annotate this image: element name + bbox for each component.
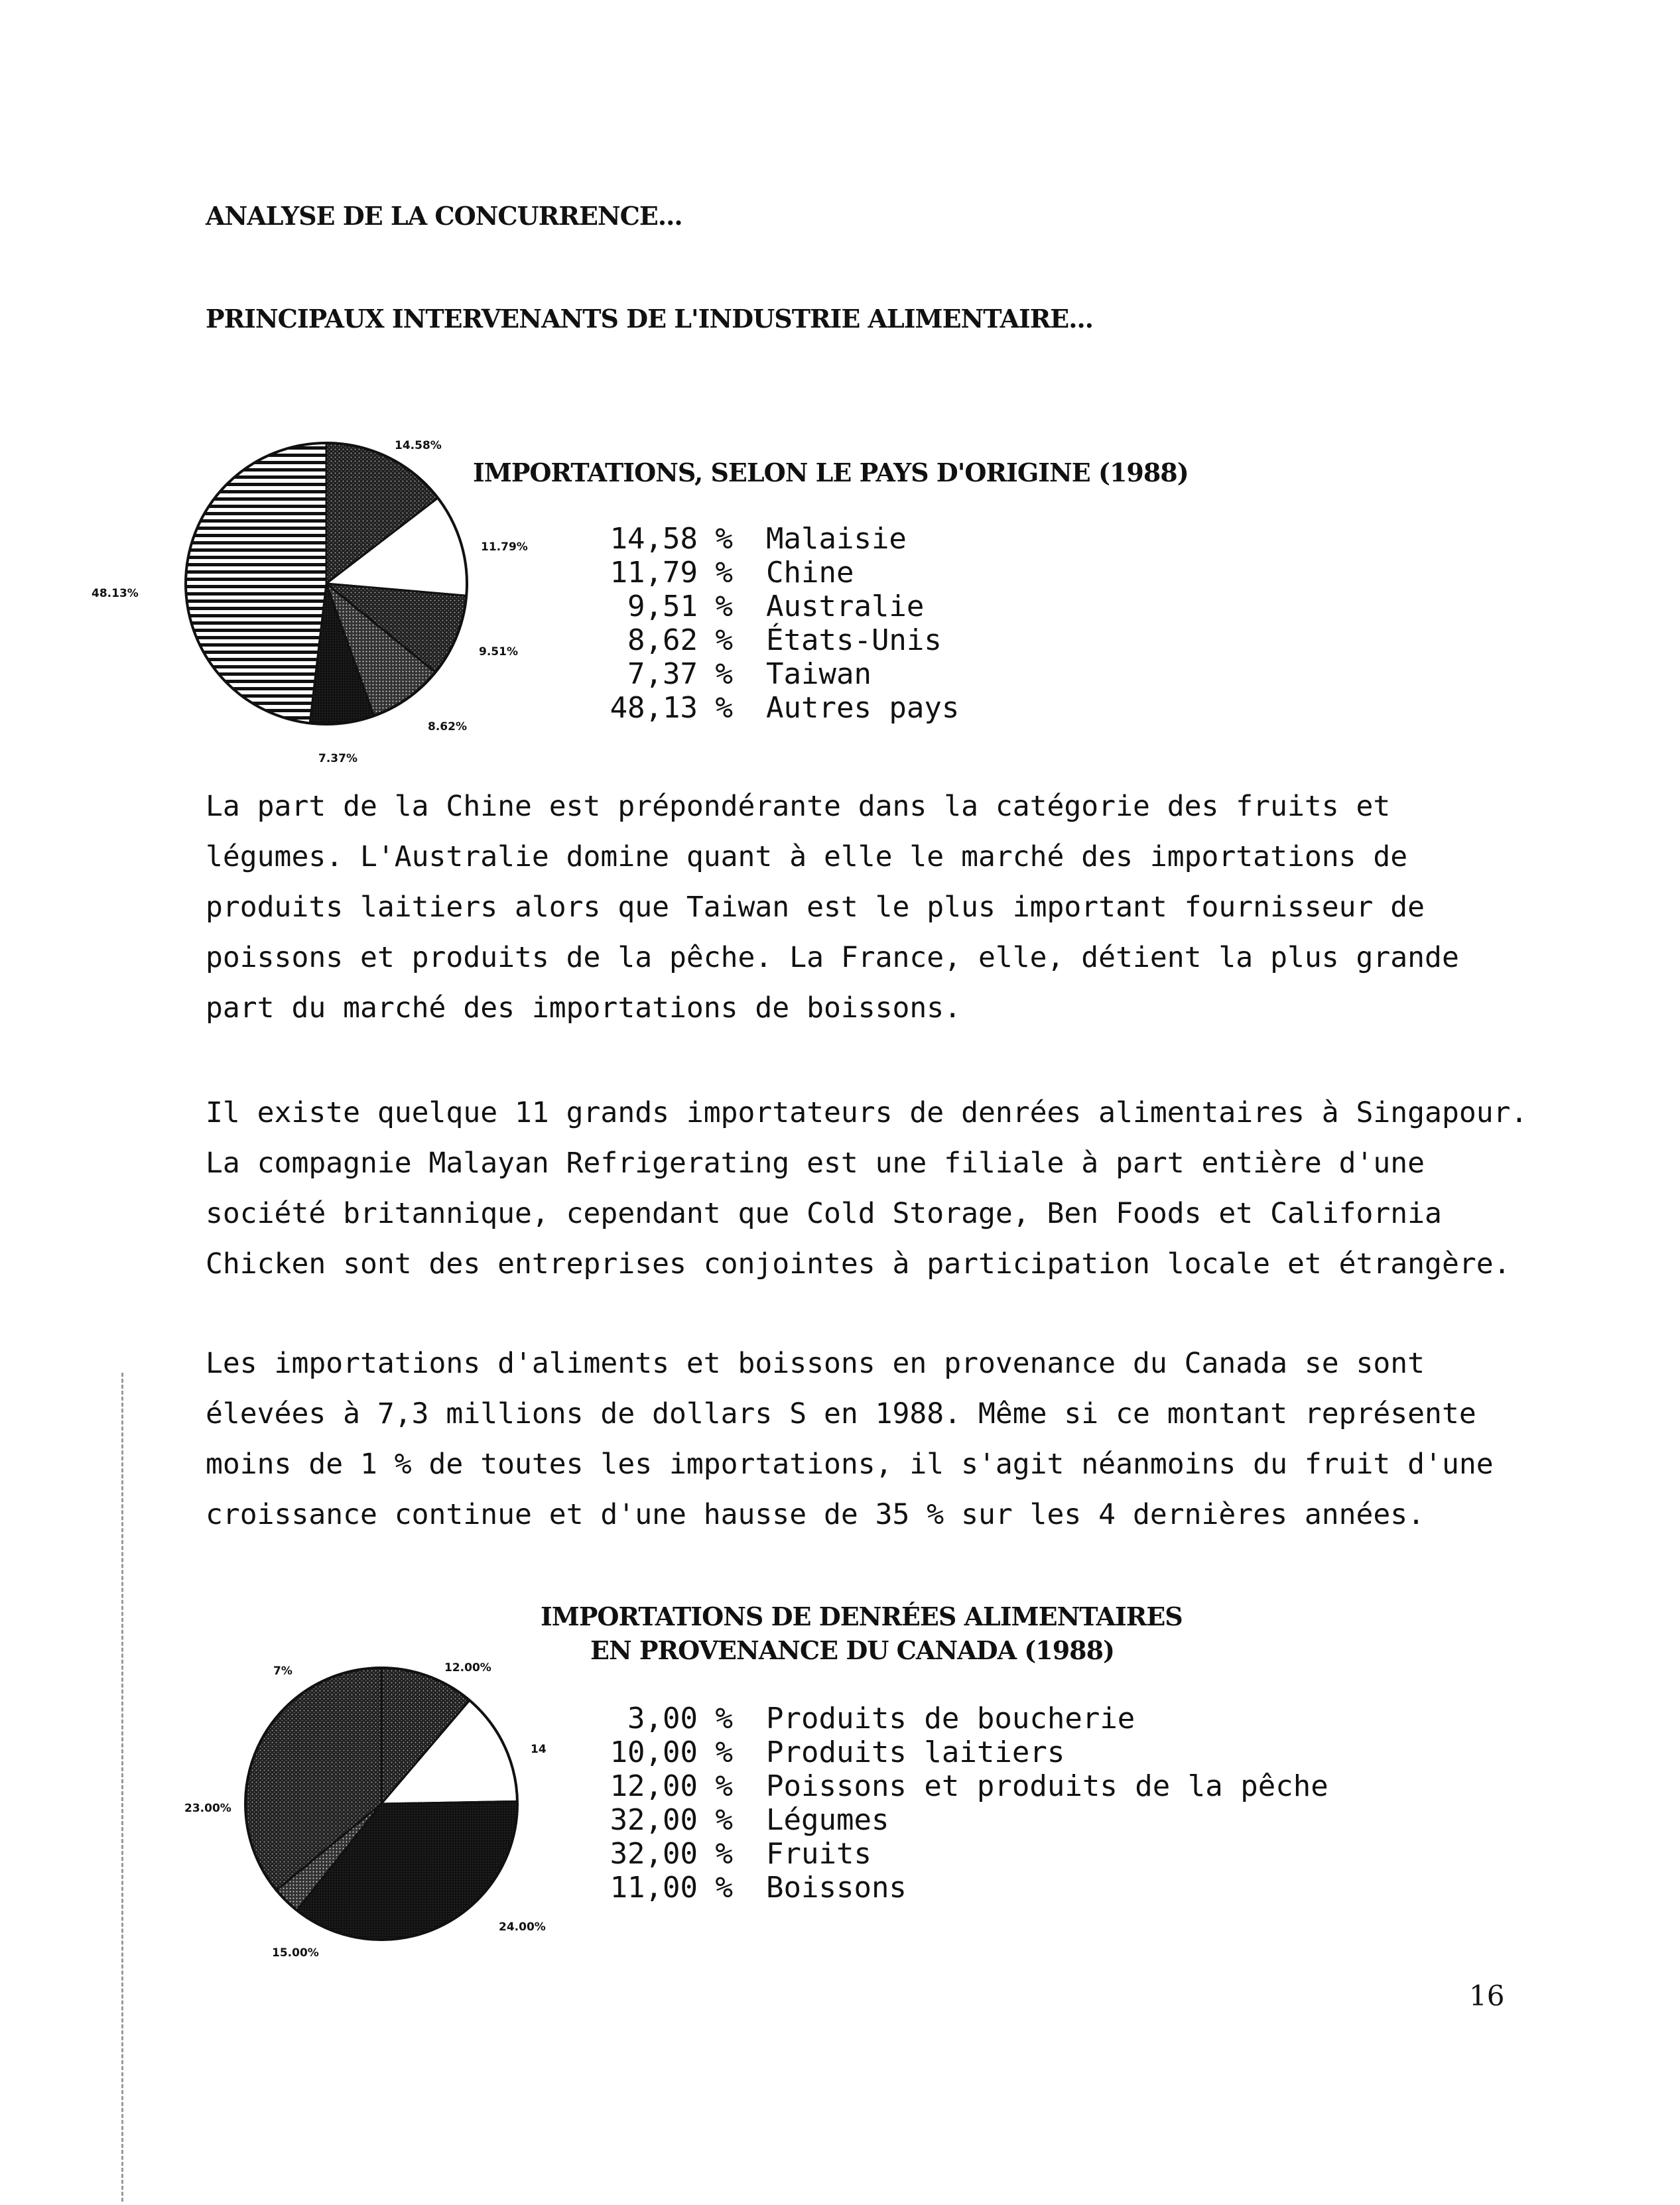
legend-row	[597, 556, 959, 590]
pie-slice	[186, 443, 326, 724]
legend-row	[597, 623, 959, 657]
legend-pct: 11,79 %	[610, 556, 733, 590]
pie2-slices	[245, 1668, 517, 1940]
legend-label: États-Unis	[766, 623, 942, 657]
legend-pct: 32,00 %	[610, 1803, 733, 1837]
legend-pct: 8,62 %	[627, 623, 733, 657]
legend-row	[597, 1735, 1328, 1769]
chart2-legend	[597, 1702, 1328, 1905]
paragraph: Il existe quelque 11 grands importateurs de denrées alimentaires à Singapour. La compagnie Malayan Refrigerating est une filiale à part entière d'une société britannique, cependant que Cold Storage, Ben Foods et California Chicken sont des entreprises conjointes à participation locale et étrangère.	[206, 1096, 1528, 1281]
slice-label: 9.51%	[479, 645, 518, 659]
legend-label: Fruits	[766, 1837, 872, 1871]
legend-row	[597, 691, 959, 725]
legend-pct: 9,51 %	[627, 590, 733, 623]
legend-row	[597, 590, 959, 623]
slice-label: 24.00%	[499, 1921, 546, 1934]
legend-pct: 10,00 %	[610, 1735, 733, 1769]
legend-pct: 14,58 %	[610, 522, 733, 556]
pie-chart-canada	[235, 1658, 527, 1950]
legend-label: Boissons	[766, 1871, 907, 1905]
legend-pct: 12,00 %	[610, 1769, 733, 1803]
chart2-title-line2: EN PROVENANCE DU CANADA (1988)	[590, 1635, 1115, 1665]
legend-label: Produits laitiers	[766, 1735, 1065, 1769]
subsection-heading: PRINCIPAUX INTERVENANTS DE L'INDUSTRIE ALIMENTAIRE...	[206, 304, 1093, 334]
legend-pct: 3,00 %	[627, 1702, 733, 1735]
legend-row	[597, 1803, 1328, 1837]
slice-label: 14.58%	[395, 439, 442, 452]
slice-label: 11.79%	[481, 540, 528, 554]
slice-label: 48.13%	[92, 587, 139, 600]
slice-label: 7%	[273, 1665, 292, 1678]
legend-label: Autres pays	[766, 691, 960, 725]
section-heading: ANALYSE DE LA CONCURRENCE...	[206, 201, 682, 231]
legend-row	[597, 657, 959, 691]
chart1-legend	[597, 522, 959, 725]
slice-label: 14	[531, 1743, 547, 1756]
slice-label: 23.00%	[184, 1802, 231, 1815]
chart1-title: IMPORTATIONS, SELON LE PAYS D'ORIGINE (1988)	[473, 458, 1189, 487]
slice-label: 15.00%	[272, 1946, 319, 1960]
slice-label: 7.37%	[318, 752, 357, 765]
page-number: 16	[1469, 1980, 1505, 2012]
paragraph: La part de la Chine est prépondérante dans la catégorie des fruits et légumes. L'Australie domine quant à elle le marché des importations de produits laitiers alors que Taiwan est le plus important fournisseur de poissons et produits de la pêche. La France, elle, détient la plus grande part du marché des importations de boissons.	[206, 790, 1459, 1025]
pie1-slices	[186, 443, 467, 724]
legend-pct: 11,00 %	[610, 1871, 733, 1905]
pie-chart-origin	[159, 424, 478, 743]
legend-label: Taiwan	[766, 657, 872, 691]
slice-label: 12.00%	[444, 1661, 491, 1674]
scan-edge-line	[121, 1373, 123, 2202]
legend-label: Australie	[766, 590, 925, 623]
legend-label: Chine	[766, 556, 854, 590]
legend-pct: 7,37 %	[627, 657, 733, 691]
slice-label: 8.62%	[428, 720, 467, 733]
legend-label: Produits de boucherie	[766, 1702, 1135, 1735]
legend-row	[597, 1702, 1328, 1735]
legend-pct: 32,00 %	[610, 1837, 733, 1871]
legend-row	[597, 1769, 1328, 1803]
legend-label: Poissons et produits de la pêche	[766, 1769, 1328, 1803]
legend-row	[597, 1837, 1328, 1871]
paragraph: Les importations d'aliments et boissons en provenance du Canada se sont élevées à 7,3 millions de dollars S en 1988. Même si ce montant représente moins de 1 % de toutes les importations, il s'agit néanmoins du fruit d'une croissance continue et d'une hausse de 35 % sur les 4 dernières années.	[206, 1347, 1494, 1531]
legend-pct: 48,13 %	[610, 691, 733, 725]
legend-label: Malaisie	[766, 522, 907, 556]
chart2-title-line1: IMPORTATIONS DE DENRÉES ALIMENTAIRES	[541, 1602, 1183, 1631]
legend-label: Légumes	[766, 1803, 889, 1837]
legend-row	[597, 522, 959, 556]
legend-row	[597, 1871, 1328, 1905]
